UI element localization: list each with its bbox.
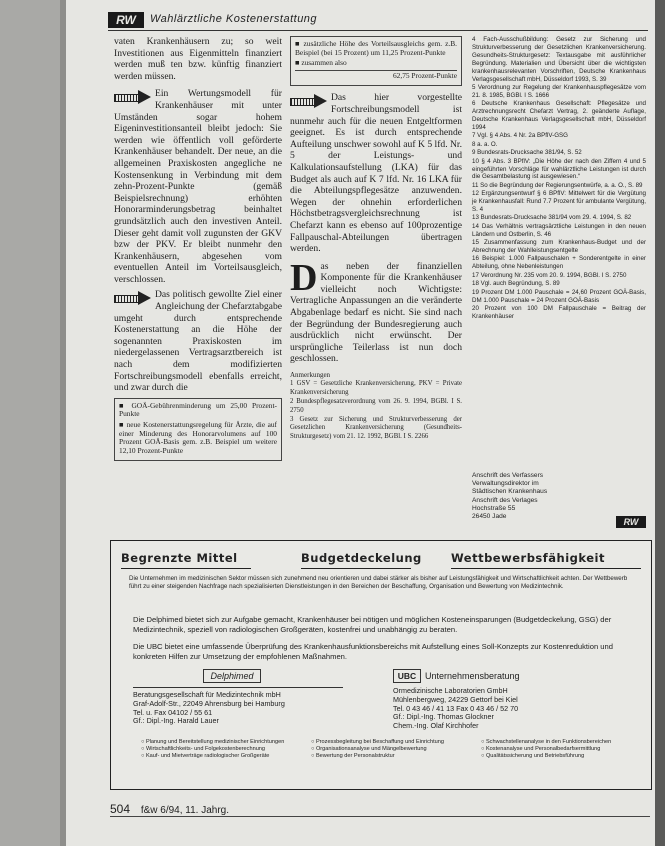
ad-paragraph: Die UBC bietet eine umfassende Überprüfung des Krankenhausfunktionsbereichs mit Aufstellung eines Soll-Konzepts zur Kostenreduktion und konkreten Hilfen zur Umsetzung der empfohlenen Maßnahmen. xyxy=(133,642,613,661)
ad-headline-1: Begrenzte Mittel xyxy=(121,551,238,565)
ad-headline xyxy=(111,551,651,569)
address-line: Gf.: Dipl.-Ing. Thomas Glockner xyxy=(393,712,494,722)
ubc-logo: UBC xyxy=(393,669,421,683)
service-item: ○ Kostenanalyse und Personalbedarfsermittlung xyxy=(481,746,641,753)
end-mark-logo: RW xyxy=(616,516,646,528)
section-title: Wahlärztliche Kostenerstattung xyxy=(150,13,318,25)
binding-shadow xyxy=(0,0,64,846)
advertisement xyxy=(110,540,652,790)
headline-rule xyxy=(121,568,251,569)
footnotes-title: Anmerkungen xyxy=(290,371,331,380)
address-line: Chem.-Ing. Olaf Kirchhofer xyxy=(393,721,479,731)
footnote: 6 Deutsche Krankenhaus Gesellschaft: Pflegesätze und Arztrechnungsrecht Chefarzt Vertrag, 2. geänderte Auflage, Deutsche Krankenhaus Verlagsgesellschaft mbH, Düsseldorf 1994 xyxy=(472,100,646,131)
service-item: ○ Kauf- und Mietverträge radiologischer Großgeräte xyxy=(141,753,301,760)
paragraph xyxy=(114,88,282,285)
page-number: 504 xyxy=(110,802,131,816)
summary-item: ■ neue Kostenerstattungsregelung für Ärzte, die auf einer Minderung des Honorarvolumens auf 100 Prozent GOÄ-Basis gem. z.B. Beispiel um weitere 12,10 Prozent-Punkte xyxy=(119,420,278,455)
address-line: Verwaltungsdirektor im xyxy=(472,480,539,488)
service-item: ○ Wirtschaftlichkeits- und Folgekostenberechnung xyxy=(141,746,301,753)
footnote: 12 Ergänzungsentwurf § 6 BPflV: Mittelwert für die Vergütung je Krankenhausfall: Rund 7.7 Prozent für ambulante Vergütung, S. 4 xyxy=(472,190,646,214)
service-column xyxy=(311,739,471,761)
ad-intro: Die Unternehmen im medizinischen Sektor müssen sich zunehmend neu orientieren und dabei stärker als bisher auf Leistungsfähigkeit und Wirtschaftlichkeit achten. Der Wettbewerb führt zu einer steigenden Nachfrage nach spezialisierten Dienstleistungen in den Bereichen der Beschaffung, Organisation und Bewertung von Medizintechnik. xyxy=(129,575,628,590)
address-line: 26450 Jade xyxy=(472,513,507,521)
footnote: 5 Verordnung zur Regelung der Krankenhauspflegesätze vom 21. 8. 1985, BGBl. I S. 1666 xyxy=(472,83,646,99)
delphimed-block xyxy=(133,669,373,726)
service-item: ○ Planung und Bereitstellung medizinischer Einrichtungen xyxy=(141,739,301,746)
page-edge xyxy=(655,0,665,846)
ubc-block xyxy=(393,669,633,731)
ad-paragraph: Die Delphimed bietet sich zur Aufgabe gemacht, Krankenhäuser bei nötigen und möglichen Kosteneinsparungen (Budgetdeckelung, GSG) der Medizintechnik, speziell von radiologischen Großgeräten, kostenfrei und unabhängig zu beraten. xyxy=(133,615,612,634)
page-header xyxy=(108,12,648,30)
service-item: ○ Prozessbegleitung bei Beschaffung und Einrichtung xyxy=(311,739,471,746)
service-item: ○ Qualitätssicherung und Betriebsführung xyxy=(481,753,641,760)
arrow-icon xyxy=(114,291,152,305)
address-line: Gf.: Dipl.-Ing. Harald Lauer xyxy=(133,716,219,726)
binding-edge xyxy=(60,0,66,846)
footnote: 1 GSV = Gesetzliche Krankenversicherung, PKV = Private Krankenversicherung xyxy=(290,380,462,396)
footnote: 4 Fach-Ausschußbildung: Gesetz zur Sicherung und Strukturverbesserung der Gesetzlichen Krankenversicherung. Gesundheits-Strukturgesetz: Textausgabe mit ausführlicher Begründung. Materialien und Übersicht über die wichtigsten krankenhausrelevanten Vorschriften, Deutsche Krankenhaus Verlagsgesellschaft mbH, Düsseldorf 1993, S. 39 xyxy=(472,36,646,83)
address-line: Hochstraße 55 xyxy=(472,504,516,512)
address-line: Tel. u. Fax 04102 / 55 61 xyxy=(133,707,213,717)
footnote: 11 So die Begründung der Regierungsentwürfe, a. a. O., S. 89 xyxy=(472,181,643,189)
footnote: 2 Bundespflegesatzverordnung vom 26. 9. 1994, BGBl. I S. 2750 xyxy=(290,398,462,414)
address-line: Städtischen Krankenhaus xyxy=(472,488,548,496)
summary-item: ■ GOÄ-Gebührenminderung um 25,00 Prozent-Punkte xyxy=(119,400,277,419)
address-line: Graf-Adolf-Str., 22049 Ahrensburg bei Hamburg xyxy=(133,698,285,708)
service-item: ○ Bewertung der Personalstruktur xyxy=(311,753,471,760)
arrow-icon xyxy=(290,94,328,108)
footnote: 14 Das Verhältnis vertragsärztliche Leistungen in den neuen Ländern und Ostberlin, S. 46 xyxy=(472,222,646,238)
drop-cap: D xyxy=(290,256,318,299)
footnote: 16 Beispiel: 1.000 Fallpauschalen + Sonderentgelte in einer Abteilung, ohne Nebenleistungen xyxy=(472,255,646,271)
address-title: Anschrift des Verfassers xyxy=(472,472,544,479)
service-item: ○ Organisationsanalyse und Mängelbewertung xyxy=(311,746,471,753)
text-column-1 xyxy=(114,36,282,461)
footnote: 8 a. a. O. xyxy=(472,140,498,148)
address-line: Tel. 0 43 46 / 41 13 Fax 0 43 46 / 52 70 xyxy=(393,703,519,713)
summary-box xyxy=(114,398,282,462)
headline-rule xyxy=(301,568,411,569)
header-rule xyxy=(108,30,648,31)
ubc-name: Unternehmensberatung xyxy=(425,670,520,681)
paragraph: vaten Krankenhäusern zu; so weit Investitionen aus Eigenmitteln finanziert werden muß ten bzw. künftig finanziert werden müssen. xyxy=(114,36,282,82)
page-footer xyxy=(110,802,229,816)
magazine-logo: RW xyxy=(108,12,144,28)
paragraph xyxy=(114,289,282,393)
address-line: Anschrift des Verlages xyxy=(472,496,538,504)
address-line: Ormedizinische Laboratorien GmbH xyxy=(393,686,508,695)
service-item: ○ Schwachstellenanalyse in den Funktionsbereichen xyxy=(481,739,641,746)
footnote: 17 Verordnung Nr. 235 vom 20. 9. 1994, BGBl. I S. 2750 xyxy=(472,271,627,279)
footnote: 19 Prozent DM 1.000 Pauschale = 24,60 Prozent GOÄ-Basis, DM 1.000 Pauschale = 24 Prozent GOÄ-Basis xyxy=(472,288,646,304)
service-column xyxy=(141,739,301,761)
paragraph-text: Das hier vorgestellte Fortschreibungsmodell ist nunmehr auch für die neuen Entgeltformen geeignet. Es ist durch entsprechende Aufteilung unschwer sowohl auf K 5 lfd. Nr. 5 der Leistungs- und Kalkulationsaufstellung (LKA) für das Budget als auch auf K 7 lfd. Nr. 16 LKA für die Abteilungspflegesätze anzuwenden. Wegen der ohnehin erforderlichen Höchstbetragsvergleichsrechnung ist Chefarzt kann es ebenso auf 100prozentige Fallpauschal-Abteilungen übertragen werden. xyxy=(290,92,462,255)
footnote: 20 Prozent von 100 DM Fallpauschale = Beitrag der Krankenhäuser xyxy=(472,304,646,320)
paragraph-text: as neben der finanziellen Komponente für die Krankenhäuser vielleicht noch Wichtigste: Vertragliche Anpassungen an die veränderte Abgabenlage bedarf es nicht. Sie sind nach der Begründung der Bundesregierung auch ausdrücklich nicht erwünscht. Der ursprüngliche Teilerlass ist nun doch geschlossen. xyxy=(290,260,462,365)
footnote: 10 § 4 Abs. 3 BPflV: „Die Höhe der nach den Ziffern 4 und 5 eingeführten Vorschläge für wahlärztliche Leistungen ist durch die Gesamtbelastung ist ausgewiesen.“ xyxy=(472,157,646,181)
paragraph-text: Ein Wertungsmodell für Krankenhäuser mit unter Umständen sogar hohem Eigeninvestitionsanteil bleibt jedoch: Sie werden wie öffentlich voll geförderte Krankenhäuser behandelt. Der neue, an die allgemeinen Praxiskosten angegliche ne Kostensenkung in Verbindung mit dem zehn-Prozent-Punkte (gemäß Beispielsrechnung) erhöhten Honorarminderungsbetrag beinhaltet grundsätzlich auch den investiven Anteil. Dieser geht damit voll zugunsten der GKV bzw der PKV. Er bleibt nunmehr den Krankenhäusern, abgesehen vom eventuellen Anteil im Vorteilsausgleich, verschlossen. xyxy=(114,88,282,285)
summary-item: ■ zusätzliche Höhe des Vorteilsausgleichs gem. z.B. Beispiel (bei 15 Prozent) um 11,25 Prozent-Punkte xyxy=(295,39,457,57)
footnote: 7 Vgl. § 4 Abs. 4 Nr. 2a BPflV-GSG xyxy=(472,132,568,140)
address-line: Beratungsgesellschaft für Medizintechnik mbH xyxy=(133,690,281,699)
footnotes xyxy=(290,371,462,441)
author-address xyxy=(472,472,592,521)
footnote: 18 Vgl. auch Begründung, S. 89 xyxy=(472,280,560,288)
footnote: 15 Zusammenfassung zum Krankenhaus-Budget und der Abrechnung der Wahlleistungsentgelte xyxy=(472,239,646,255)
service-column xyxy=(481,739,641,761)
summary-item: ■ zusammen also xyxy=(295,58,347,68)
headline-rule xyxy=(451,568,641,569)
address-line: Mühlenbergweg, 24229 Gettorf bei Kiel xyxy=(393,694,518,704)
footnote: 3 Gesetz zur Sicherung und Strukturverbesserung der Gesetzlichen Krankenversicherung (Gesundheits-Strukturgesetz) vom 21. 12. 1992, BGBl. I S. 2266 xyxy=(290,416,462,440)
source-line: f&w 6/94, 11. Jahrg. xyxy=(140,805,230,816)
paragraph-text: Das politisch gewollte Ziel einer Angleichung der Chefarztabgabe umgeht durch entsprechende Kostenerstattung an die Höhe der sogenannten Praxiskosten im niedergelassenen Vertragsarztbereich ist nach dem modifizierten Fortschreibungsmodell ebenfalls erreicht, und zwar durch die xyxy=(114,289,282,394)
footnote: 13 Bundesrats-Drucksache 381/94 vom 29. 4. 1994, S. 82 xyxy=(472,214,632,222)
paragraph xyxy=(290,256,462,365)
summary-total: 62,75 Prozent-Punkte xyxy=(295,70,457,81)
text-column-2 xyxy=(290,36,462,442)
logo-rule xyxy=(133,687,343,688)
arrow-icon xyxy=(114,90,152,104)
footer-rule xyxy=(110,816,650,817)
footnote: 9 Bundesrats-Drucksache 381/94, S. 52 xyxy=(472,149,582,157)
footnotes-column xyxy=(472,36,646,321)
summary-box xyxy=(290,36,462,86)
delphimed-logo: Delphimed xyxy=(203,669,261,683)
ad-headline-3: Wettbewerbsfähigkeit xyxy=(451,551,605,565)
paragraph xyxy=(290,92,462,254)
ad-headline-2: Budgetdeckelung xyxy=(301,551,422,565)
